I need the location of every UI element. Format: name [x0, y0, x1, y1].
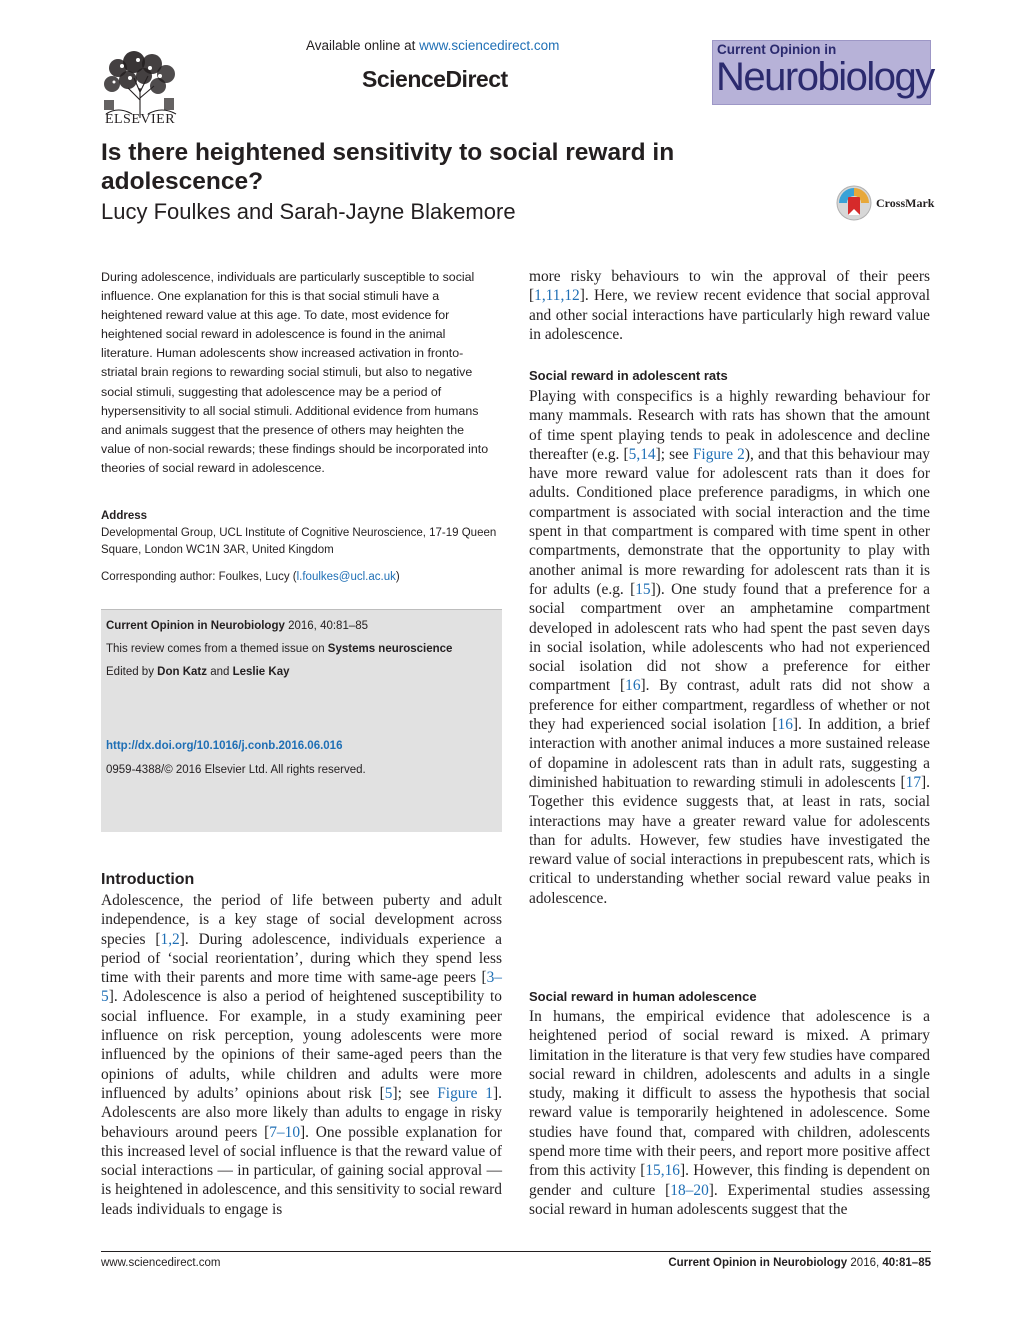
citation-link[interactable]: 16 [777, 716, 793, 734]
article-authors: Lucy Foulkes and Sarah-Jayne Blakemore [101, 199, 516, 224]
body-text: ]; see [655, 445, 693, 463]
body-text: In humans, the empirical evidence that adolescence is a heightened period of social reward is mixed. A primary limitation in the literature is that very few studies have compared social reward in children, adolescents and adults in a single study, making it difficult to assess the hypothesis that social reward value is temporarily heightened in adolescence. Some studies have found that, compared with children, adolescents spend more time with their peers, and report more positive affect from this activity [ [529, 1008, 930, 1180]
address-heading: Address [101, 510, 148, 522]
citation-link[interactable]: 16 [625, 677, 641, 695]
footer-year: 2016, [850, 1257, 880, 1269]
body-text: ), and that this behaviour may have more reward value for adolescent rats than it does for adults. Conditioned place preference paradigms, in which one compartment is associated with social interaction and the time spent in that compartment is compared with time spent in other compartments, demonstrate that the opportunity to play with another animal is more rewarding for adolescent rats than it is for adults (e.g. [ [529, 445, 930, 598]
journal-logo-line1: Current Opinion in [717, 42, 837, 57]
citation-link[interactable]: 17 [905, 773, 922, 791]
intro-text: Adolescence, the period of life between puberty and adult independence, is a key stage of social development across species [ [101, 892, 502, 948]
crossmark-badge[interactable] [835, 184, 935, 222]
elsevier-wordmark: ELSEVIER [104, 112, 176, 127]
citation-link[interactable]: 15,16 [645, 1162, 680, 1180]
corresponding-prefix: Corresponding author: Foulkes, Lucy ( [101, 571, 297, 583]
info-journal: Current Opinion in Neurobiology [106, 620, 285, 632]
figure-2-link[interactable]: Figure 2 [692, 445, 745, 463]
section-body-human [529, 1007, 930, 1219]
info-citation-numbers: 2016, 40:81–85 [288, 620, 369, 632]
body-text: ]. In addition, a brief interaction with another animal induces a more sustained release of dopamine in adolescent rats than in adult rats, suggesting a diminished habituation to rewarding stimuli in adolescents [ [529, 716, 930, 791]
citation-link[interactable]: 5 [384, 1084, 393, 1102]
article-title: Is there heightened sensitivity to social reward in adolescence? [101, 139, 675, 195]
citation-link[interactable]: 18–20 [670, 1181, 709, 1199]
crossmark-icon [835, 184, 873, 222]
info-themed-prefix: This review comes from a themed issue on [106, 643, 325, 655]
citation-link[interactable]: 5,14 [628, 445, 656, 463]
intro-continuation [529, 267, 930, 344]
intro-text: ]. During adolescence, individuals experience a period of ‘social reorientation’, during which they spend less time with their parents and more time with same-age peers [ [101, 930, 503, 987]
body-text: ]. By contrast, adult rats did not show a preference for either compartment, regardless of whether or not they had experienced social isolation [ [529, 677, 930, 734]
footer-rule [101, 1251, 931, 1252]
section-heading-human: Social reward in human adolescence [529, 989, 757, 1004]
body-text: more risky behaviours to win the approval of their peers [ [529, 268, 930, 305]
introduction-heading: Introduction [101, 871, 195, 888]
section-body-rats [529, 387, 930, 908]
section-heading-rats: Social reward in adolescent rats [529, 368, 728, 383]
info-edited-prefix: Edited by [106, 666, 154, 678]
doi-link[interactable]: http://dx.doi.org/10.1016/j.conb.2016.06.016 [106, 740, 343, 752]
body-text: ]. Together this evidence suggests that, at least in rats, social interactions may have a greater reward value for adolescents than for adults. However, few studies have investigated the reward value of social interactions in prepubescent rats, which is critical to understanding whether social reward value peaks in adolescence. [529, 773, 930, 907]
intro-text: ]. Adolescents are also more likely than adults to engage in risky behaviours around peers [ [101, 1084, 502, 1141]
body-text: ]. Here, we review recent evidence that social approval and other social interactions have particularly high reward value in adolescence. [529, 287, 930, 343]
citation-link[interactable]: 3–5 [101, 969, 502, 1006]
introduction-body [101, 891, 502, 1219]
citation-link[interactable]: 15 [635, 580, 651, 598]
info-editors [106, 666, 290, 678]
footer-website[interactable]: www.sciencedirect.com [101, 1257, 221, 1269]
body-text: ]). One study found that a preference for a social compartment over an amphetamine compartment developed in adolescent rats who had spent the past seven days in social isolation, while adolescents who had not experienced social isolation did not show a preference for either compartment [ [529, 580, 930, 695]
article-info-box [101, 609, 502, 832]
info-themed-issue [106, 643, 452, 655]
corresponding-author [101, 571, 400, 583]
citation-link[interactable]: 1,11,12 [534, 287, 580, 305]
citation-link[interactable]: 7–10 [269, 1123, 301, 1141]
info-editor-1: Don Katz [157, 666, 207, 678]
intro-text: ]. Adolescence is also a period of heightened susceptibility to social influence. For example, in a study examining peer influence on risk perception, young adolescents were more influenced by the opinions of their same-aged peers than the opinions of adults, while children and adults were more influenced by adults’ opinions about risk [ [101, 988, 502, 1102]
address: Developmental Group, UCL Institute of Cognitive Neuroscience, 17-19 Queen Square, London WC1N 3AR, United Kingdom [101, 527, 497, 556]
body-text: ]. However, this finding is dependent on gender and culture [ [529, 1162, 930, 1199]
abstract: During adolescence, individuals are particularly susceptible to social influence. One explanation for this is that social stimuli have a heightened reward value at this age. To date, most evidence for heightened social reward in adolescence is found in the animal literature. Human adolescents show increased activation in fronto-striatal brain regions to rewarding social stimuli, but also to negative social stimuli, suggesting that adolescence may be a period of hypersensitivity to all social stimuli. Additional evidence from humans and animals suggest that the presence of others may heighten the value of non-social rewards; these findings should be incorporated into theories of social reward in adolescence. [101, 270, 489, 475]
info-editors-and: and [210, 666, 230, 678]
available-prefix: Available online at [306, 38, 416, 53]
corresponding-email-link[interactable]: l.foulkes@ucl.ac.uk [296, 571, 396, 583]
copyright-line: 0959-4388/© 2016 Elsevier Ltd. All rights reserved. [106, 764, 366, 776]
journal-logo-line2: Neurobiology [716, 55, 934, 99]
corresponding-suffix: ) [395, 571, 400, 583]
footer-journal: Current Opinion in Neurobiology [668, 1257, 848, 1269]
crossmark-label: CrossMark [876, 196, 935, 210]
footer-pages: 40:81–85 [882, 1257, 931, 1269]
figure-1-link[interactable]: Figure 1 [437, 1084, 493, 1102]
footer-citation [668, 1257, 931, 1269]
body-text: ]. Experimental studies assessing social reward in human adolescents suggest that the [529, 1181, 930, 1218]
journal-logo [712, 40, 934, 105]
body-text: Playing with conspecifics is a highly rewarding behaviour for many mammals. Research with rats has shown that the amount of time spent playing tends to peak in adolescence and decline thereafter (e.g. [ [529, 388, 930, 463]
info-citation [106, 620, 368, 632]
sciencedirect-link[interactable]: www.sciencedirect.com [419, 38, 560, 53]
info-editor-2: Leslie Kay [232, 666, 290, 678]
sciencedirect-brand: ScienceDirect [362, 66, 508, 92]
intro-text: ]; see [392, 1084, 438, 1102]
intro-text: ]. One possible explanation for this increased level of social influence is that the reward value of social interactions — in particular, of gaining social approval — is heightened in adolescence, and this sensitivity to social reward leads individuals to engage is [101, 1123, 502, 1218]
citation-link[interactable]: 1,2 [160, 930, 180, 948]
info-themed-issue-name: Systems neuroscience [327, 643, 453, 655]
availability-line [306, 38, 559, 53]
